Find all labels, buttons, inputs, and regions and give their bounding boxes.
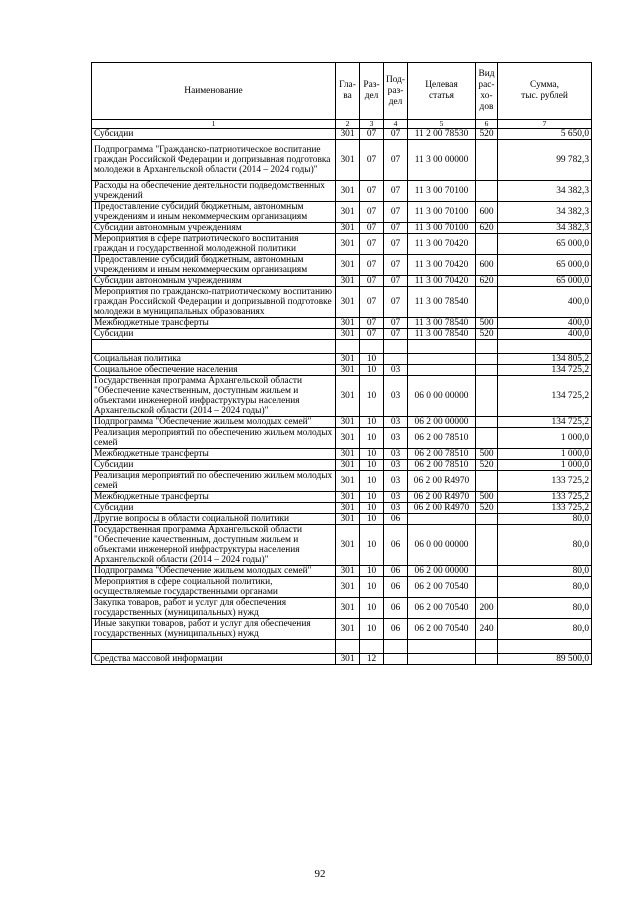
column-number: 2 (336, 120, 360, 129)
cell-expense-type (476, 566, 498, 577)
cell-chapter: 301 (336, 449, 360, 460)
cell-section: 07 (360, 181, 384, 202)
cell-amount: 65 000,0 (498, 255, 592, 276)
cell-section: 07 (360, 255, 384, 276)
cell-expense-type (476, 140, 498, 181)
cell-amount: 80,0 (498, 566, 592, 577)
cell-name: Государственная программа Архангельской области "Обеспечение качественным, доступным жильем и объектами инженерной инфраструктуры населения Архангельской области (2014 – 2024 годы)" (92, 376, 336, 417)
cell-section: 07 (360, 140, 384, 181)
cell-target-article: 06 2 00 00000 (408, 417, 476, 428)
cell-amount: 1 000,0 (498, 460, 592, 471)
cell-subsection: 03 (384, 428, 408, 449)
cell-expense-type (476, 471, 498, 492)
cell-chapter: 301 (336, 234, 360, 255)
cell-chapter: 301 (336, 223, 360, 234)
cell-name (92, 340, 336, 354)
cell-target-article: 06 2 00 R4970 (408, 492, 476, 503)
table-row (92, 428, 592, 449)
cell-subsection: 06 (384, 619, 408, 640)
cell-amount: 1 000,0 (498, 428, 592, 449)
cell-target-article: 11 3 00 78540 (408, 318, 476, 329)
header-amount: Сумма, тыс. рублей (498, 63, 592, 120)
cell-name: Межбюджетные трансферты (92, 449, 336, 460)
cell-name: Другие вопросы в области социальной политики (92, 514, 336, 525)
cell-amount: 133 725,2 (498, 503, 592, 514)
cell-name: Межбюджетные трансферты (92, 318, 336, 329)
table-row (92, 566, 592, 577)
cell-expense-type (476, 525, 498, 566)
table-row (92, 287, 592, 318)
cell-section: 10 (360, 428, 384, 449)
cell-section: 10 (360, 417, 384, 428)
cell-target-article: 06 2 00 70540 (408, 577, 476, 598)
table-row (92, 449, 592, 460)
cell-target-article: 11 3 00 70420 (408, 276, 476, 287)
cell-expense-type: 500 (476, 492, 498, 503)
cell-amount: 400,0 (498, 318, 592, 329)
cell-subsection: 07 (384, 129, 408, 140)
cell-chapter: 301 (336, 276, 360, 287)
cell-amount: 134 725,2 (498, 365, 592, 376)
cell-expense-type (476, 577, 498, 598)
cell-expense-type: 620 (476, 276, 498, 287)
cell-amount: 134 725,2 (498, 376, 592, 417)
cell-target-article: 06 2 00 78510 (408, 460, 476, 471)
cell-amount: 34 382,3 (498, 202, 592, 223)
cell-section: 07 (360, 202, 384, 223)
cell-section: 07 (360, 318, 384, 329)
cell-amount: 80,0 (498, 514, 592, 525)
cell-section: 10 (360, 525, 384, 566)
header-target-article: Целевая статья (408, 63, 476, 120)
cell-section: 07 (360, 276, 384, 287)
cell-chapter: 301 (336, 619, 360, 640)
cell-subsection (384, 640, 408, 654)
cell-subsection: 06 (384, 577, 408, 598)
cell-section (360, 640, 384, 654)
cell-name: Субсидии (92, 503, 336, 514)
table-row (92, 514, 592, 525)
cell-expense-type: 520 (476, 329, 498, 340)
cell-name: Средства массовой информации (92, 654, 336, 665)
cell-subsection (384, 654, 408, 665)
cell-name: Подпрограмма "Гражданско-патриотическое воспитание граждан Российской Федерации и допризывная подготовка молодежи в Архангельской области (2014 – 2024 годы)" (92, 140, 336, 181)
cell-chapter: 301 (336, 329, 360, 340)
table-row (92, 181, 592, 202)
cell-target-article: 06 2 00 70540 (408, 619, 476, 640)
cell-subsection: 07 (384, 287, 408, 318)
cell-chapter: 301 (336, 428, 360, 449)
cell-name: Субсидии автономным учреждениям (92, 223, 336, 234)
column-numbers-row (92, 120, 592, 129)
cell-name: Мероприятия в сфере социальной политики, осуществляемые государственными органами (92, 577, 336, 598)
cell-subsection (384, 354, 408, 365)
cell-chapter: 301 (336, 492, 360, 503)
cell-name: Социальное обеспечение населения (92, 365, 336, 376)
cell-amount: 80,0 (498, 577, 592, 598)
column-number: 7 (498, 120, 592, 129)
cell-target-article: 06 2 00 70540 (408, 598, 476, 619)
cell-chapter: 301 (336, 566, 360, 577)
cell-section: 07 (360, 287, 384, 318)
cell-expense-type: 520 (476, 460, 498, 471)
table-row (92, 619, 592, 640)
cell-target-article: 11 3 00 70420 (408, 255, 476, 276)
cell-target-article: 06 0 00 00000 (408, 376, 476, 417)
cell-amount: 133 725,2 (498, 471, 592, 492)
cell-chapter: 301 (336, 129, 360, 140)
cell-subsection: 07 (384, 234, 408, 255)
cell-name (92, 640, 336, 654)
table-row (92, 525, 592, 566)
cell-expense-type: 500 (476, 318, 498, 329)
cell-target-article: 11 3 00 70100 (408, 181, 476, 202)
cell-amount: 400,0 (498, 329, 592, 340)
cell-chapter: 301 (336, 287, 360, 318)
cell-expense-type (476, 376, 498, 417)
cell-subsection: 03 (384, 460, 408, 471)
cell-subsection: 06 (384, 514, 408, 525)
cell-expense-type (476, 654, 498, 665)
cell-expense-type (476, 234, 498, 255)
cell-subsection: 03 (384, 365, 408, 376)
table-row (92, 318, 592, 329)
table-header-row (92, 63, 592, 120)
cell-target-article (408, 340, 476, 354)
cell-expense-type (476, 428, 498, 449)
cell-chapter: 301 (336, 525, 360, 566)
cell-section: 10 (360, 449, 384, 460)
cell-subsection: 03 (384, 417, 408, 428)
table-row (92, 577, 592, 598)
cell-target-article (408, 514, 476, 525)
table-row (92, 202, 592, 223)
cell-target-article: 06 2 00 R4970 (408, 471, 476, 492)
cell-chapter: 301 (336, 365, 360, 376)
table-row (92, 460, 592, 471)
table-row (92, 255, 592, 276)
cell-amount: 65 000,0 (498, 276, 592, 287)
header-section: Раз- дел (360, 63, 384, 120)
cell-section: 10 (360, 566, 384, 577)
cell-subsection: 07 (384, 255, 408, 276)
cell-name: Субсидии (92, 329, 336, 340)
cell-target-article: 11 3 00 70100 (408, 223, 476, 234)
cell-amount: 134 725,2 (498, 417, 592, 428)
cell-name: Закупка товаров, работ и услуг для обеспечения государственных (муниципальных) нужд (92, 598, 336, 619)
cell-target-article: 11 2 00 78530 (408, 129, 476, 140)
table-row (92, 471, 592, 492)
cell-expense-type (476, 181, 498, 202)
cell-name: Субсидии автономным учреждениям (92, 276, 336, 287)
table-row (92, 223, 592, 234)
cell-name: Подпрограмма "Обеспечение жильем молодых семей" (92, 417, 336, 428)
cell-section: 12 (360, 654, 384, 665)
table-row (92, 276, 592, 287)
cell-section: 10 (360, 619, 384, 640)
table-row (92, 376, 592, 417)
cell-chapter: 301 (336, 598, 360, 619)
cell-amount: 99 782,3 (498, 140, 592, 181)
cell-section: 10 (360, 365, 384, 376)
cell-chapter: 301 (336, 376, 360, 417)
cell-subsection (384, 340, 408, 354)
cell-subsection: 03 (384, 492, 408, 503)
cell-name: Расходы на обеспечение деятельности подведомственных учреждений (92, 181, 336, 202)
page-number: 92 (314, 868, 326, 880)
cell-amount (498, 340, 592, 354)
cell-section: 07 (360, 129, 384, 140)
cell-chapter: 301 (336, 140, 360, 181)
table-row (92, 340, 592, 354)
cell-expense-type: 600 (476, 202, 498, 223)
cell-target-article (408, 354, 476, 365)
cell-amount: 1 000,0 (498, 449, 592, 460)
cell-chapter: 301 (336, 503, 360, 514)
cell-chapter: 301 (336, 181, 360, 202)
cell-target-article: 06 2 00 78510 (408, 428, 476, 449)
cell-expense-type (476, 365, 498, 376)
cell-subsection: 03 (384, 471, 408, 492)
cell-name: Социальная политика (92, 354, 336, 365)
cell-amount: 80,0 (498, 525, 592, 566)
cell-expense-type (476, 354, 498, 365)
cell-amount: 5 650,0 (498, 129, 592, 140)
cell-subsection: 07 (384, 181, 408, 202)
cell-chapter: 301 (336, 514, 360, 525)
cell-subsection: 03 (384, 376, 408, 417)
cell-target-article (408, 654, 476, 665)
table-row (92, 492, 592, 503)
cell-subsection: 03 (384, 503, 408, 514)
cell-name: Подпрограмма "Обеспечение жильем молодых семей" (92, 566, 336, 577)
cell-target-article: 11 3 00 78540 (408, 329, 476, 340)
column-number: 1 (92, 120, 336, 129)
cell-expense-type: 240 (476, 619, 498, 640)
cell-name: Иные закупки товаров, работ и услуг для обеспечения государственных (муниципальных) нужд (92, 619, 336, 640)
cell-expense-type: 600 (476, 255, 498, 276)
table-row (92, 354, 592, 365)
cell-section (360, 340, 384, 354)
cell-amount: 134 805,2 (498, 354, 592, 365)
table-row (92, 365, 592, 376)
cell-chapter (336, 340, 360, 354)
cell-section: 10 (360, 471, 384, 492)
table-row (92, 654, 592, 665)
cell-amount: 80,0 (498, 619, 592, 640)
cell-name: Мероприятия в сфере патриотического воспитания граждан и государственной молодежной политики (92, 234, 336, 255)
cell-section: 07 (360, 234, 384, 255)
table-row (92, 417, 592, 428)
cell-name: Межбюджетные трансферты (92, 492, 336, 503)
cell-name: Предоставление субсидий бюджетным, автономным учреждениям и иным некоммерческим организациям (92, 255, 336, 276)
table-row (92, 329, 592, 340)
cell-section: 10 (360, 503, 384, 514)
cell-subsection: 07 (384, 202, 408, 223)
cell-target-article: 06 0 00 00000 (408, 525, 476, 566)
cell-chapter: 301 (336, 318, 360, 329)
cell-section: 10 (360, 514, 384, 525)
cell-section: 10 (360, 577, 384, 598)
table-row (92, 140, 592, 181)
cell-expense-type: 520 (476, 129, 498, 140)
cell-amount: 133 725,2 (498, 492, 592, 503)
header-subsection: Под- раз- дел (384, 63, 408, 120)
header-expense-type: Вид рас- хо- дов (476, 63, 498, 120)
cell-chapter: 301 (336, 255, 360, 276)
cell-name: Мероприятия по гражданско-патриотическому воспитанию граждан Российской Федерации и допризывной подготовке молодежи в муниципальных образованиях (92, 287, 336, 318)
cell-amount: 400,0 (498, 287, 592, 318)
header-chapter: Гла- ва (336, 63, 360, 120)
cell-section: 10 (360, 460, 384, 471)
cell-chapter: 301 (336, 354, 360, 365)
table-row (92, 129, 592, 140)
cell-section: 10 (360, 354, 384, 365)
cell-target-article: 06 2 00 78510 (408, 449, 476, 460)
cell-name: Реализация мероприятий по обеспечению жильем молодых семей (92, 471, 336, 492)
cell-target-article (408, 365, 476, 376)
table-row (92, 598, 592, 619)
cell-target-article (408, 640, 476, 654)
cell-section: 10 (360, 598, 384, 619)
cell-name: Реализация мероприятий по обеспечению жильем молодых семей (92, 428, 336, 449)
cell-amount: 34 382,3 (498, 181, 592, 202)
cell-target-article: 11 3 00 00000 (408, 140, 476, 181)
cell-amount (498, 640, 592, 654)
cell-amount: 80,0 (498, 598, 592, 619)
column-number: 5 (408, 120, 476, 129)
column-number: 3 (360, 120, 384, 129)
cell-section: 10 (360, 376, 384, 417)
column-number: 6 (476, 120, 498, 129)
cell-target-article: 11 3 00 78540 (408, 287, 476, 318)
cell-expense-type: 500 (476, 449, 498, 460)
cell-expense-type: 200 (476, 598, 498, 619)
cell-section: 07 (360, 329, 384, 340)
column-number: 4 (384, 120, 408, 129)
cell-target-article: 06 2 00 R4970 (408, 503, 476, 514)
cell-target-article: 11 3 00 70100 (408, 202, 476, 223)
cell-amount: 65 000,0 (498, 234, 592, 255)
cell-subsection: 06 (384, 566, 408, 577)
cell-name: Субсидии (92, 460, 336, 471)
header-name: Наименование (92, 63, 336, 120)
cell-chapter: 301 (336, 577, 360, 598)
cell-expense-type (476, 640, 498, 654)
cell-subsection: 06 (384, 598, 408, 619)
cell-expense-type (476, 417, 498, 428)
table-body (92, 129, 592, 665)
cell-chapter: 301 (336, 202, 360, 223)
table-row (92, 234, 592, 255)
cell-chapter: 301 (336, 471, 360, 492)
cell-amount: 89 500,0 (498, 654, 592, 665)
cell-subsection: 06 (384, 525, 408, 566)
cell-target-article: 11 3 00 70420 (408, 234, 476, 255)
cell-expense-type: 620 (476, 223, 498, 234)
cell-amount: 34 382,3 (498, 223, 592, 234)
cell-chapter: 301 (336, 417, 360, 428)
budget-table (91, 62, 592, 665)
cell-chapter: 301 (336, 654, 360, 665)
cell-section: 07 (360, 223, 384, 234)
cell-name: Субсидии (92, 129, 336, 140)
cell-chapter: 301 (336, 460, 360, 471)
table-row (92, 640, 592, 654)
table-row (92, 503, 592, 514)
cell-name: Государственная программа Архангельской области "Обеспечение качественным, доступным жильем и объектами инженерной инфраструктуры населения Архангельской области (2014 – 2024 годы)" (92, 525, 336, 566)
cell-subsection: 07 (384, 276, 408, 287)
cell-chapter (336, 640, 360, 654)
cell-target-article: 06 2 00 00000 (408, 566, 476, 577)
cell-subsection: 07 (384, 223, 408, 234)
cell-expense-type: 520 (476, 503, 498, 514)
cell-expense-type (476, 514, 498, 525)
cell-subsection: 03 (384, 449, 408, 460)
cell-subsection: 07 (384, 140, 408, 181)
cell-section: 10 (360, 492, 384, 503)
cell-subsection: 07 (384, 318, 408, 329)
cell-subsection: 07 (384, 329, 408, 340)
cell-expense-type (476, 287, 498, 318)
cell-expense-type (476, 340, 498, 354)
cell-name: Предоставление субсидий бюджетным, автономным учреждениям и иным некоммерческим организациям (92, 202, 336, 223)
